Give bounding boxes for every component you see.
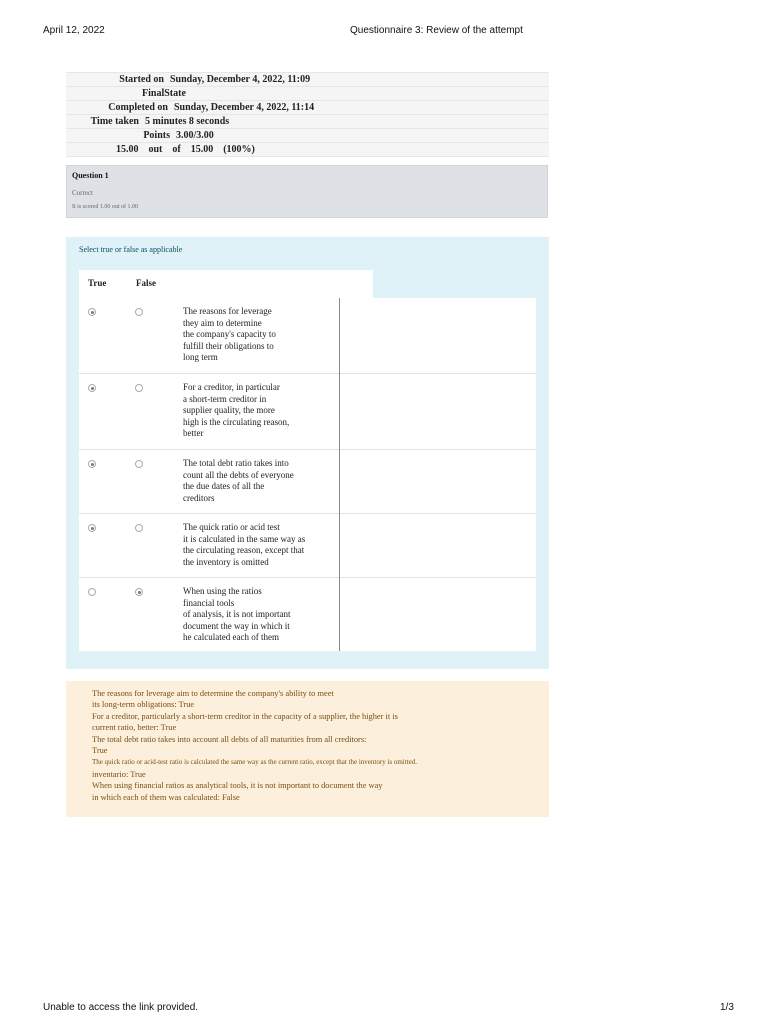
completed-value: Sunday, December 4, 2022, 11:14 bbox=[174, 102, 315, 113]
answer-table bbox=[79, 298, 536, 651]
radio-false[interactable] bbox=[135, 524, 143, 532]
table-row bbox=[79, 578, 536, 651]
question-grade: It is scored 1.00 out of 1.00 bbox=[72, 204, 138, 210]
radio-true[interactable] bbox=[88, 308, 96, 316]
radio-false[interactable] bbox=[135, 308, 143, 316]
feedback-line: The reasons for leverage aim to determine the company's ability to meet bbox=[92, 689, 334, 698]
feedback-line: The total debt ratio takes into account all debts of all maturities from all creditors: bbox=[92, 734, 367, 744]
radio-true[interactable] bbox=[88, 384, 96, 392]
column-divider bbox=[339, 298, 340, 651]
summary-row-started bbox=[66, 72, 549, 86]
points-label: Points bbox=[143, 130, 170, 141]
column-false-header: False bbox=[136, 278, 156, 288]
summary-row-state bbox=[66, 86, 549, 100]
page-number: 1/3 bbox=[720, 1002, 734, 1013]
statement-text: When using the ratios financial tools of analysis, it is not important document the way in which it he calculated each of them bbox=[183, 586, 291, 643]
statement-text: For a creditor, in particular a short-term creditor in supplier quality, the more high is the circulating reason, better bbox=[183, 382, 290, 439]
radio-false[interactable] bbox=[135, 588, 143, 596]
attempt-summary-table bbox=[66, 72, 549, 157]
table-row bbox=[79, 514, 536, 578]
statement-text: The reasons for leverage they aim to determine the company's capacity to fulfill their obligations to long term bbox=[183, 306, 276, 363]
feedback-line: its long-term obligations: True bbox=[92, 700, 195, 710]
answer-table-header bbox=[79, 270, 373, 298]
time-value: 5 minutes 8 seconds bbox=[145, 116, 230, 127]
feedback-line: For a creditor, particularly a short-term creditor in the capacity of a supplier, the higher it is bbox=[92, 711, 398, 721]
table-row bbox=[79, 450, 536, 514]
points-value: 3.00/3.00 bbox=[176, 130, 214, 141]
feedback-line: True bbox=[92, 746, 108, 756]
grade-value: 15.00 out of 15.00 (100%) bbox=[116, 144, 255, 155]
question-prompt: Select true or false as applicable bbox=[79, 245, 183, 254]
table-row bbox=[79, 298, 536, 374]
time-label: Time taken bbox=[90, 116, 139, 127]
summary-row-points bbox=[66, 128, 549, 142]
document-title: Questionnaire 3: Review of the attempt bbox=[350, 25, 523, 36]
footer-notice: Unable to access the link provided. bbox=[43, 1002, 199, 1013]
summary-row-time bbox=[66, 114, 549, 128]
started-label: Started on bbox=[119, 74, 164, 85]
question-content bbox=[66, 237, 549, 669]
question-info-box bbox=[66, 165, 548, 218]
question-number: Question 1 bbox=[72, 171, 109, 180]
print-date: April 12, 2022 bbox=[43, 25, 105, 36]
correct-answer-feedback bbox=[66, 681, 549, 817]
radio-false[interactable] bbox=[135, 384, 143, 392]
feedback-line: inventario: True bbox=[92, 769, 146, 779]
feedback-line: The quick ratio or acid-test ratio is calculated the same way as the current ratio, except that the inventory is omitted. bbox=[92, 758, 417, 767]
state-value: FinalState bbox=[142, 88, 186, 99]
radio-true[interactable] bbox=[88, 588, 96, 596]
table-row bbox=[79, 374, 536, 450]
statement-text: The quick ratio or acid test it is calculated in the same way as the circulating reason, except that the inventory is omitted bbox=[183, 522, 306, 567]
feedback-line: current ratio, better: True bbox=[92, 723, 177, 733]
column-true-header: True bbox=[88, 278, 107, 288]
feedback-line: When using financial ratios as analytical tools, it is not important to document the way bbox=[92, 781, 383, 791]
radio-true[interactable] bbox=[88, 524, 96, 532]
summary-row-completed bbox=[66, 100, 549, 114]
summary-row-grade bbox=[66, 142, 549, 157]
statement-text: The total debt ratio takes into count all the debts of everyone the due dates of all the creditors bbox=[183, 458, 294, 503]
started-value: Sunday, December 4, 2022, 11:09 bbox=[170, 74, 311, 85]
radio-true[interactable] bbox=[88, 460, 96, 468]
radio-false[interactable] bbox=[135, 460, 143, 468]
feedback-line: in which each of them was calculated: False bbox=[92, 792, 240, 802]
question-state: Correct bbox=[72, 189, 93, 197]
completed-label: Completed on bbox=[108, 102, 168, 113]
feedback-text bbox=[92, 688, 537, 803]
